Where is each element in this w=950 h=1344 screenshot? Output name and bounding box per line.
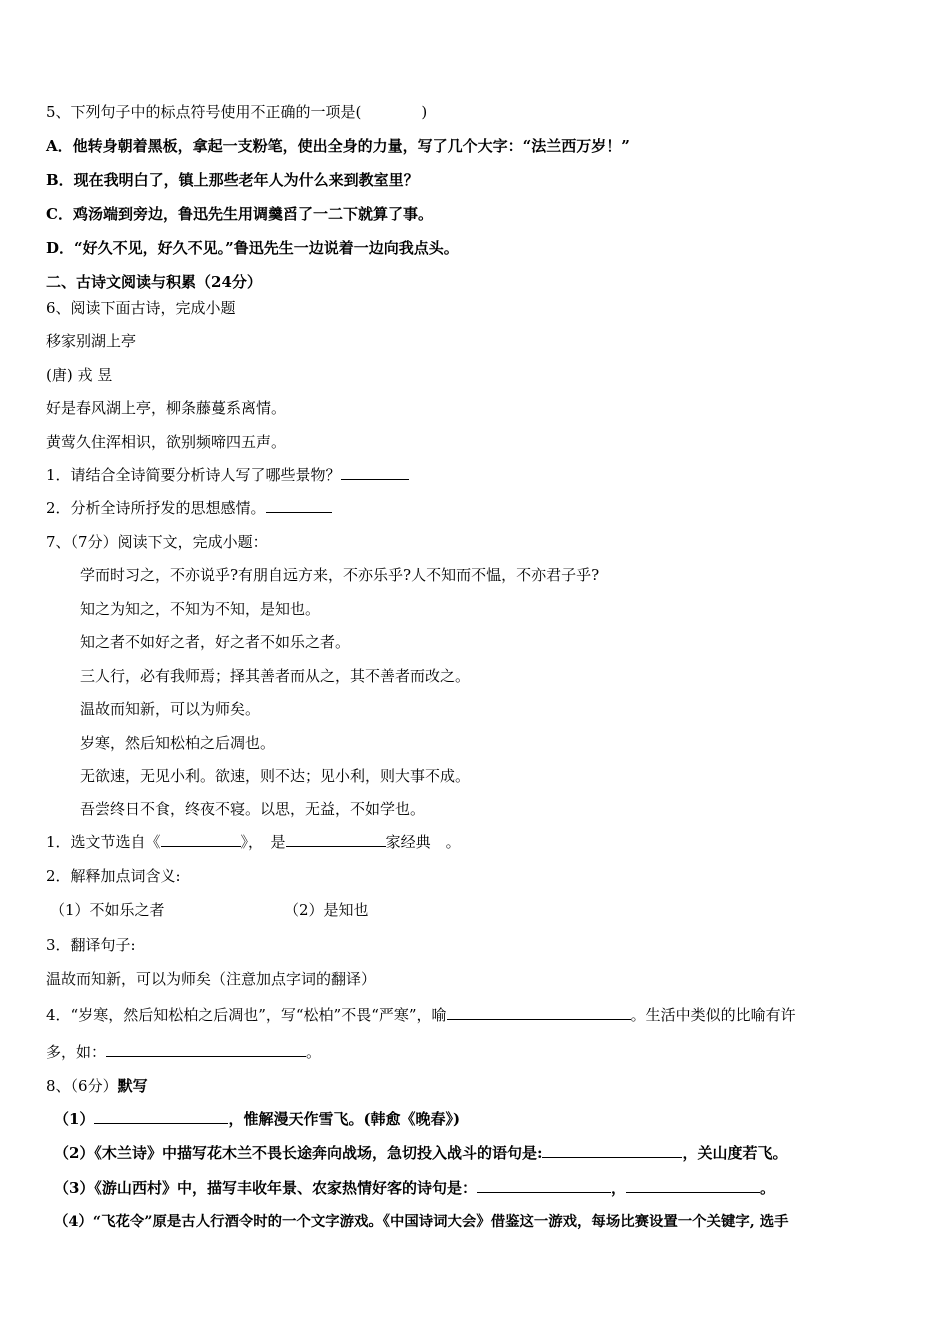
answer-blank[interactable] (341, 465, 409, 480)
answer-blank[interactable] (286, 832, 386, 847)
passage-line: 岁寒，然后知松柏之后凋也。 (80, 734, 276, 752)
q7-sub4-text-a: 4．“岁寒，然后知松柏之后凋也”，写“松柏”不畏“严寒”，喻 (46, 1006, 447, 1024)
passage-line: 无欲速，无见小利。欲速，则不达；见小利，则大事不成。 (80, 767, 471, 785)
q6-sub2 (46, 498, 332, 518)
q5-stem: 5、下列句子中的标点符号使用不正确的一项是( ) (46, 103, 428, 121)
q7-sub3: 3．翻译句子: (46, 936, 136, 954)
q8-item2-text-a: （2）《木兰诗》中描写花木兰不畏长途奔向战场，急切投入战斗的语句是: (54, 1144, 543, 1162)
q8-stem (46, 1076, 148, 1096)
passage-line: 吾尝终日不食，终夜不寝。以思，无益，不如学也。 (80, 800, 426, 818)
q8-item2-text-b: ，关山度若飞。 (682, 1144, 788, 1162)
q7-sub2-b: （2）是知也 (284, 901, 369, 919)
q8-item3-text-b: ， (610, 1179, 626, 1197)
q7-sub1 (46, 832, 461, 852)
answer-blank[interactable] (161, 832, 241, 847)
q7-sub4-text-d: 。 (306, 1043, 322, 1061)
q7-sub1-text-a: 1．选文节选自《 (46, 833, 161, 851)
q7-sub3-sentence: 温故而知新，可以为师矣（注意加点字词的翻译） (46, 970, 377, 988)
q7-sub1-text-b: 》， 是 (240, 833, 286, 851)
answer-blank[interactable] (477, 1178, 611, 1193)
answer-blank[interactable] (626, 1178, 760, 1193)
q7-sub2-a: （1）不如乐之者 (50, 901, 165, 919)
answer-blank[interactable] (447, 1005, 631, 1020)
section-heading: 二、古诗文阅读与积累（24分） (46, 273, 262, 291)
q5-option-b: B．现在我明白了，镇上那些老年人为什么来到教室里？ (46, 171, 419, 189)
q6-sub2-text: 2．分析全诗所抒发的思想感情。 (46, 499, 266, 517)
q8-item3-text-c: 。 (759, 1179, 775, 1197)
q5-option-d: D．“好久不见，好久不见。”鲁迅先生一边说着一边向我点头。 (46, 239, 459, 257)
poem-author: (唐) 戎 昱 (46, 366, 113, 384)
q7-sub2: 2．解释加点词含义: (46, 867, 181, 885)
q8-item1-text: ，惟解漫天作雪飞。(韩愈《晚春》) (228, 1110, 461, 1128)
q7-sub4-text-c: 多，如： (46, 1043, 107, 1061)
poem-title: 移家别湖上亭 (46, 332, 137, 350)
q8-item-1 (54, 1109, 460, 1129)
q8-item-3 (54, 1178, 775, 1198)
q8-item1-num: （1） (54, 1110, 95, 1128)
q7-stem: 7、（7分）阅读下文，完成小题： (46, 533, 268, 551)
q8-item-2 (54, 1143, 788, 1163)
q6-sub1 (46, 465, 409, 485)
q8-item-4: （4）“飞花令”原是古人行酒令时的一个文字游戏。《中国诗词大会》借鉴这一游戏，每场比赛设置一个关键字, 选手 (54, 1213, 789, 1230)
q8-stem-score: 8、（6分） (46, 1077, 118, 1095)
q7-sub4-cont (46, 1042, 321, 1062)
q6-sub1-text: 1．请结合全诗简要分析诗人写了哪些景物？ (46, 466, 341, 484)
q6-stem: 6、阅读下面古诗，完成小题 (46, 299, 236, 317)
answer-blank[interactable] (542, 1143, 682, 1158)
passage-line: 知之者不如好之者，好之者不如乐之者。 (80, 633, 351, 651)
q8-stem-title: 默写 (117, 1077, 148, 1095)
passage-line: 学而时习之，不亦说乎?有朋自远方来，不亦乐乎?人不知而不愠，不亦君子乎? (80, 566, 600, 584)
poem-line-1: 好是春风湖上亭，柳条藤蔓系离情。 (46, 399, 287, 417)
poem-line-2: 黄莺久住浑相识，欲别频啼四五声。 (46, 433, 287, 451)
q5-option-c: C．鸡汤端到旁边，鲁迅先生用调羹舀了一二下就算了事。 (46, 205, 433, 223)
q7-sub4-text-b: 。生活中类似的比喻有许 (630, 1006, 796, 1024)
passage-line: 三人行，必有我师焉；择其善者而从之，其不善者而改之。 (80, 667, 471, 685)
q7-sub4 (46, 1005, 796, 1025)
passage-line: 知之为知之，不知为不知，是知也。 (80, 600, 321, 618)
q8-item3-text-a: （3）《游山西村》中，描写丰收年景、农家热情好客的诗句是： (54, 1179, 477, 1197)
answer-blank[interactable] (266, 498, 332, 513)
answer-blank[interactable] (94, 1109, 228, 1124)
q5-option-a: A．他转身朝着黑板，拿起一支粉笔，使出全身的力量，写了几个大字：“法兰西万岁！” (46, 137, 630, 155)
passage-line: 温故而知新，可以为师矣。 (80, 700, 261, 718)
answer-blank[interactable] (106, 1042, 306, 1057)
q7-sub1-text-c: 家经典 。 (385, 833, 461, 851)
